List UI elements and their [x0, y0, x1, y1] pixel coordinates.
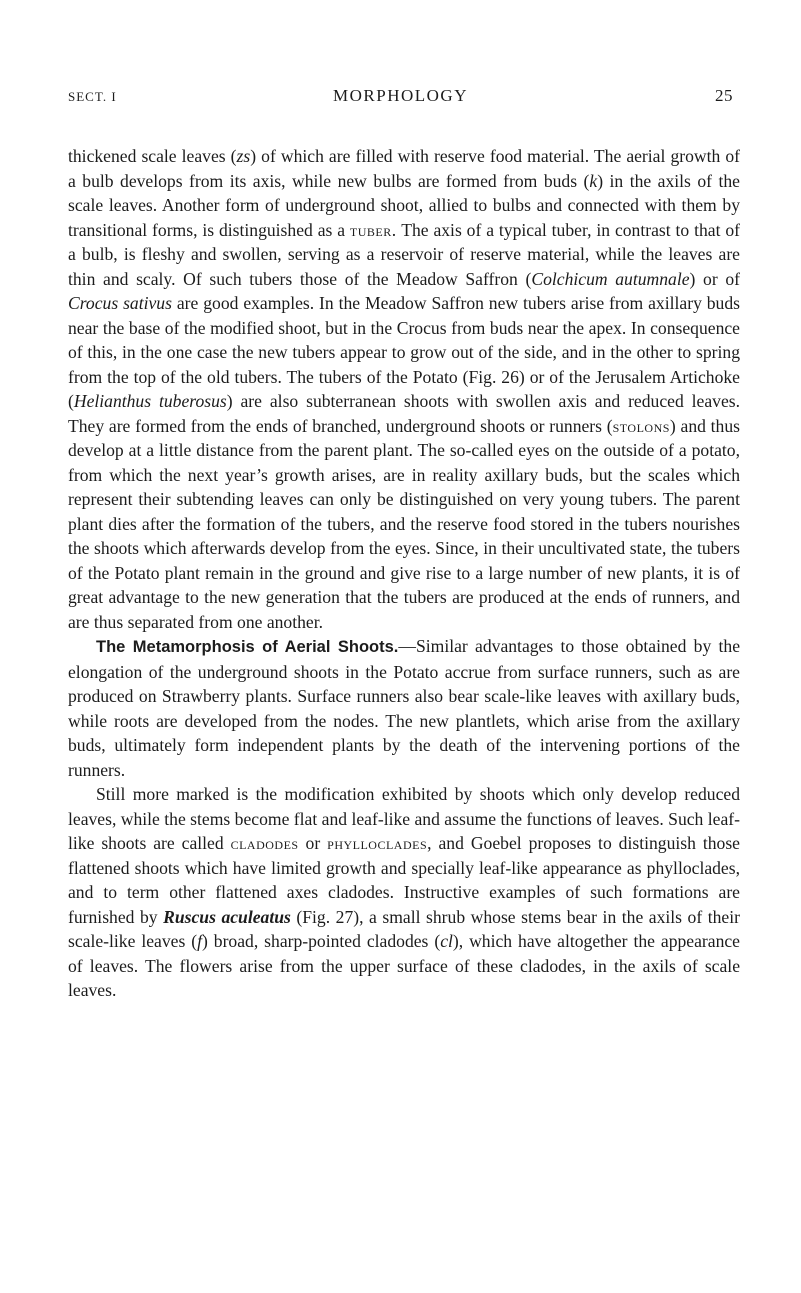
chapter-title: MORPHOLOGY — [333, 86, 468, 105]
section-label: SECT. I — [68, 89, 117, 104]
section-heading: The Metamorphosis of Aerial Shoots. — [96, 638, 399, 656]
figure-label-cl: cl — [440, 931, 453, 951]
species-crocus: Crocus sativus — [68, 293, 172, 313]
body-text — [68, 144, 740, 1003]
species-colchicum: Colchicum autumnale — [531, 268, 690, 289]
figure-label-f: f — [197, 931, 202, 951]
figure-label-k: k — [589, 170, 598, 191]
species-ruscus: Ruscus aculeatus — [163, 906, 291, 927]
paragraph-cladodes: Still more marked is the modification exhibited by shoots which only develop reduced leaves, while the stems become flat and leaf-like and assume the functions of leaves. Such leaf-like shoots are called cladodes or phylloclades, and Goebel proposes to distinguish those flattened shoots which have limited growth and specially leaf-like appearance as phylloclades, and to term other flattened axes cladodes. Instructive examples of such formations are furnished by Ruscus aculeatus (Fig. 27), a small shrub whose stems bear in the axils of their scale-like leaves (f) broad, sharp-pointed cladodes (cl), which have altogether the appearance of leaves. The flowers arise from the upper surface of these cladodes, in the axils of scale leaves. — [68, 784, 740, 1000]
term-cladodes: cladodes — [230, 833, 299, 853]
term-tuber: tuber. — [349, 219, 397, 240]
paragraph-tubers: thickened scale leaves (zs) of which are filled with reserve food material. The aerial growth of a bulb develops from its axis, while new bulbs are formed from buds (k) in the axils of the scale leaves. Another form of underground shoot, allied to bulbs and connected with them by transitional forms, is distinguished as a tuber. The axis of a typical tuber, in contrast to that of a bulb, is fleshy and swollen, serving as a reservoir of reserve material, while the leaves are thin and scaly. Of such tubers those of the Meadow Saffron (Colchicum autumnale) or of Crocus sativus are good examples. In the Meadow Saffron new tubers arise from axillary buds near the base of the modified shoot, but in the Crocus from buds near the apex. In consequence of this, in the one case the new tubers appear to grow out of the side, and in the other to spring from the top of the old tubers. The tubers of the Potato (Fig. 26) or of the Jerusalem Artichoke (Helianthus tuberosus) are also subterranean shoots with swollen axis and reduced leaves. They are formed from the ends of branched, underground shoots or runners (stolons) and thus develop at a little distance from the parent plant. The so-called eyes on the outside of a potato, from which the next year’s growth arises, are in reality axillary buds, but the scales which represent their subtending leaves can only be distinguished on very young tubers. The parent plant dies after the formation of the tubers, and the reserve food stored in the tubers nourishes the shoots which afterwards develop from the eyes. Since, in their uncultivated state, the tubers of the Potato plant remain in the ground and give rise to a large number of new plants, it is of great advantage to the new generation that the tubers are produced at the ends of runners, and are thus separated from one another. — [68, 146, 741, 632]
figure-label-zs: zs — [236, 146, 251, 166]
page-number: 25 — [715, 86, 733, 105]
paragraph-aerial-shoots: The Metamorphosis of Aerial Shoots.—Similar advantages to those obtained by the elongation of the underground shoots in the Potato accrue from surface runners, such as are produced on Strawberry plants. Surface runners also bear scale-like leaves with axillary buds, while roots are developed from the nodes. The new plantlets, which arise from the axillary buds, ultimately form independent plants by the death of the intervening portions of the runners. — [68, 636, 741, 780]
term-phylloclades: phylloclades — [327, 833, 428, 853]
term-stolons: stolons — [612, 415, 670, 436]
running-head — [68, 86, 733, 110]
species-helianthus: Helianthus tuberosus — [73, 391, 227, 411]
